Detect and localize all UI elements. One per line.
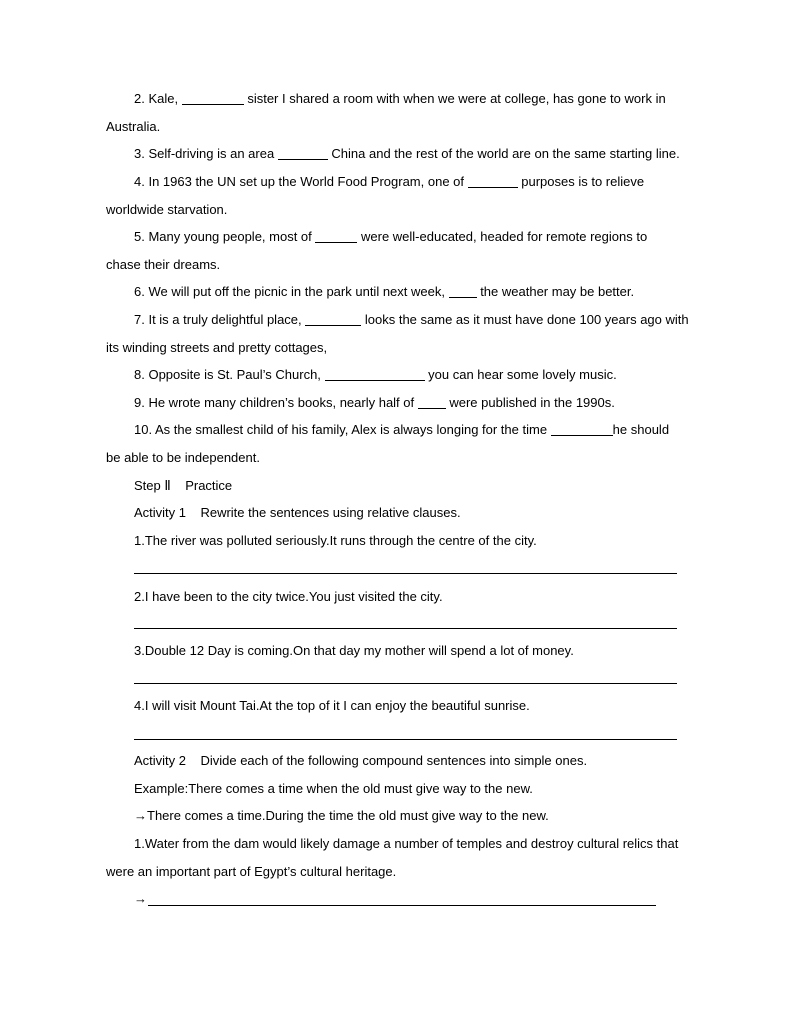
answer-line[interactable] — [134, 628, 677, 629]
question-7-line-2: its winding streets and pretty cottages, — [106, 340, 328, 355]
answer-blank[interactable] — [449, 284, 477, 298]
activity-2-item-1-line-1: 1.Water from the dam would likely damage a number of temples and destroy cultural relics that — [134, 836, 679, 851]
question-text: 4. In 1963 the UN set up the World Food Program, one of — [134, 174, 468, 189]
question-3-line-1 — [134, 145, 680, 163]
question-2-line-1 — [134, 90, 666, 108]
question-4-line-2: worldwide starvation. — [106, 202, 228, 217]
answer-line[interactable] — [134, 683, 677, 684]
question-4-line-1 — [134, 173, 644, 191]
activity-1-title: Activity 1 Rewrite the sentences using relative clauses. — [134, 505, 461, 520]
question-text: 10. As the smallest child of his family, Alex is always longing for the time — [134, 422, 551, 437]
answer-blank[interactable] — [551, 422, 613, 436]
step-heading: Step Ⅱ Practice — [134, 478, 233, 493]
question-text: sister I shared a room with when we were at college, has gone to work in — [243, 91, 666, 106]
question-text: China and the rest of the world are on the same starting line. — [327, 146, 680, 161]
question-text: the weather may be better. — [476, 284, 635, 299]
question-text: you can hear some lovely music. — [424, 367, 617, 382]
question-text: were published in the 1990s. — [445, 395, 615, 410]
activity-1-item-1: 1.The river was polluted seriously.It runs through the centre of the city. — [134, 533, 537, 548]
question-5-line-1 — [134, 228, 647, 246]
question-text: he should — [612, 422, 670, 437]
question-7-line-1 — [134, 311, 689, 329]
question-text: 6. We will put off the picnic in the park until next week, — [134, 284, 449, 299]
activity-2-title: Activity 2 Divide each of the following compound sentences into simple ones. — [134, 753, 588, 768]
question-text: 8. Opposite is St. Paul’s Church, — [134, 367, 325, 382]
activity-2-example: Example:There comes a time when the old must give way to the new. — [134, 781, 533, 796]
question-10-line-2: be able to be independent. — [106, 450, 260, 465]
answer-blank[interactable] — [468, 174, 518, 188]
activity-1-item-3: 3.Double 12 Day is coming.On that day my mother will spend a lot of money. — [134, 643, 574, 658]
answer-blank[interactable] — [325, 367, 425, 381]
answer-line[interactable] — [148, 905, 656, 906]
question-text: 7. It is a truly delightful place, — [134, 312, 306, 327]
question-10-line-1 — [134, 421, 669, 439]
answer-line[interactable] — [134, 573, 677, 574]
activity-2-item-1-line-2: were an important part of Egypt’s cultural heritage. — [106, 864, 397, 879]
question-text: 5. Many young people, most of — [134, 229, 316, 244]
question-6-line-1 — [134, 283, 634, 301]
answer-line[interactable] — [134, 739, 677, 740]
activity-2-example-answer: →There comes a time.During the time the old must give way to the new. — [134, 808, 549, 823]
question-8-line-1 — [134, 366, 617, 384]
activity-1-item-2: 2.I have been to the city twice.You just visited the city. — [134, 589, 443, 604]
answer-arrow: → — [134, 891, 147, 906]
answer-blank[interactable] — [418, 395, 446, 409]
question-9-line-1 — [134, 394, 615, 412]
question-text: looks the same as it must have done 100 years ago with — [361, 312, 689, 327]
question-text: 9. He wrote many children’s books, nearly half of — [134, 395, 418, 410]
question-text: 3. Self-driving is an area — [134, 146, 278, 161]
question-5-line-2: chase their dreams. — [106, 257, 221, 272]
question-text: 2. Kale, — [134, 91, 182, 106]
question-text: purposes is to relieve — [517, 174, 645, 189]
activity-1-item-4: 4.I will visit Mount Tai.At the top of it I can enjoy the beautiful sunrise. — [134, 698, 530, 713]
answer-blank[interactable] — [305, 312, 361, 326]
question-2-line-2: Australia. — [106, 119, 161, 134]
answer-blank[interactable] — [182, 91, 244, 105]
question-text: were well-educated, headed for remote regions to — [357, 229, 648, 244]
answer-blank[interactable] — [315, 229, 357, 243]
answer-blank[interactable] — [278, 146, 328, 160]
